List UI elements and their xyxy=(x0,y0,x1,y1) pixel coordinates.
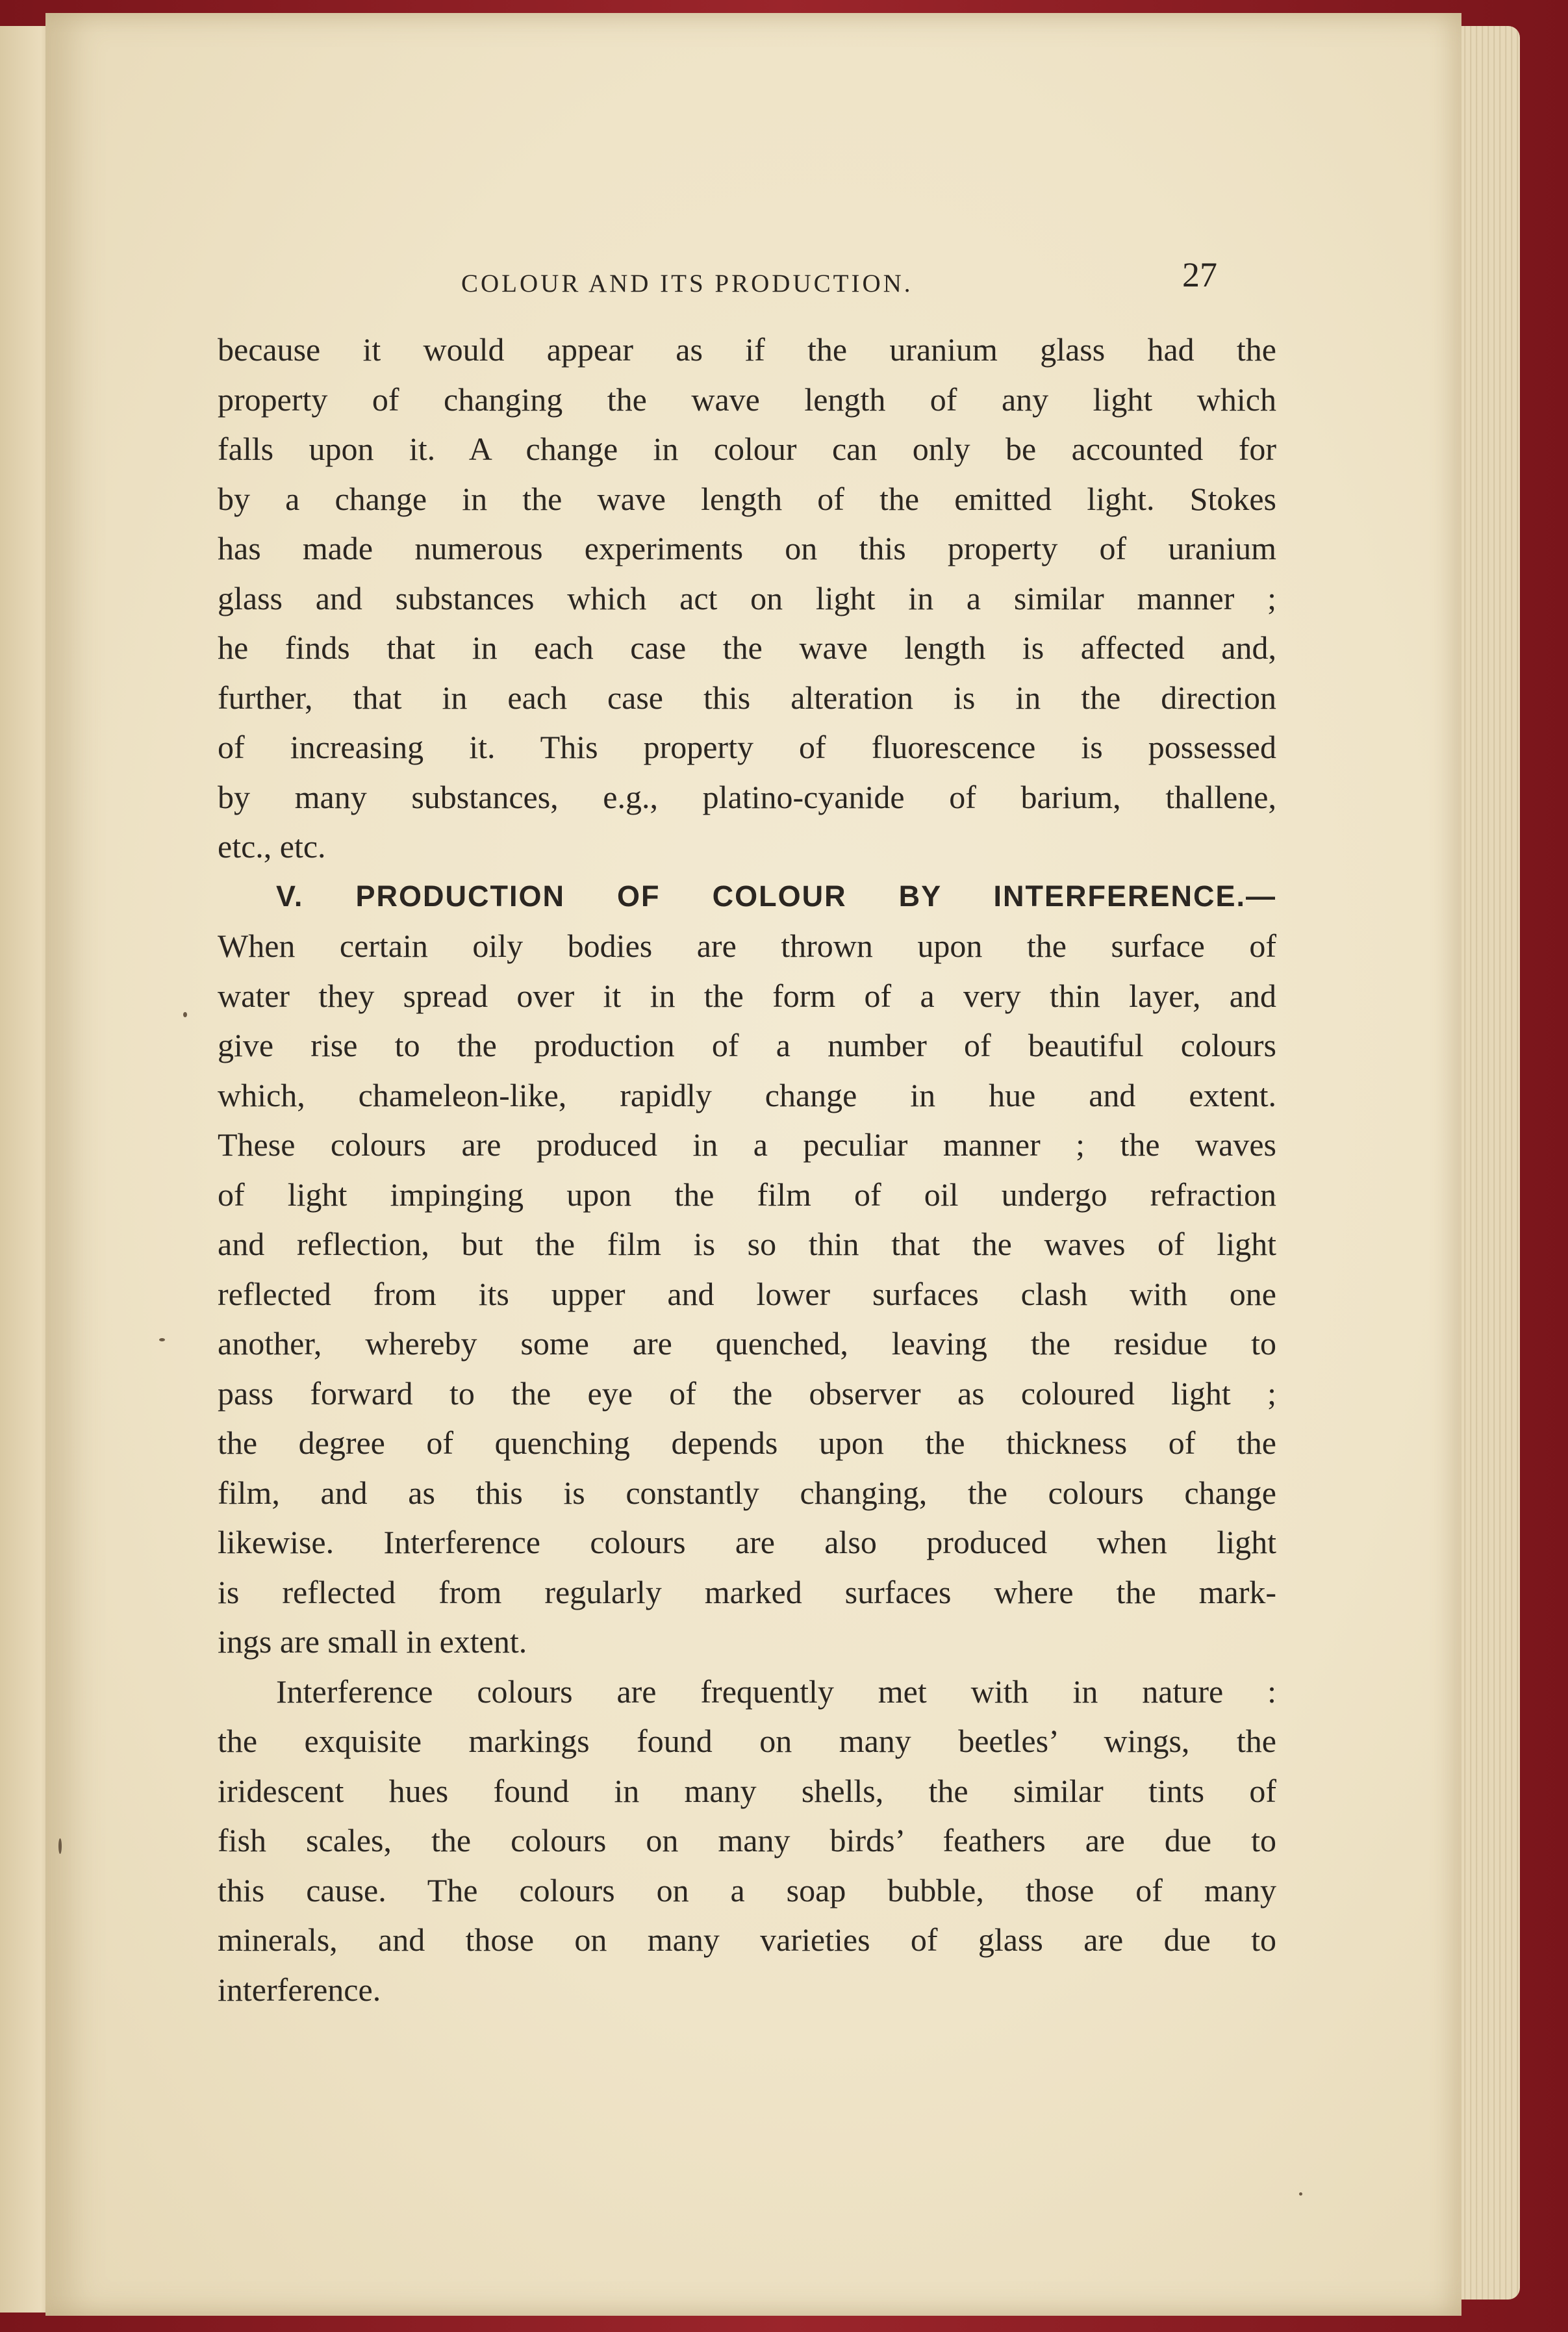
text-line: the exquisite markings found on many beetles’ wings, the xyxy=(218,1723,1276,1759)
text-line: give rise to the production of a number of beautiful colours xyxy=(218,1027,1276,1063)
text-line: further, that in each case this alteration is in the direction xyxy=(218,679,1276,716)
text-line: another, whereby some are quenched, leaving the residue to xyxy=(218,1325,1276,1362)
text-line: property of changing the wave length of any light which xyxy=(218,381,1276,418)
page-header xyxy=(45,253,1461,305)
paper-speck xyxy=(58,1838,62,1854)
running-head: COLOUR AND ITS PRODUCTION. xyxy=(461,270,913,298)
text-line: because it would appear as if the uranium glass had the xyxy=(218,331,1276,368)
text-line: has made numerous experiments on this property of uranium xyxy=(218,530,1276,566)
text-line: reflected from its upper and lower surfaces clash with one xyxy=(218,1275,1276,1312)
paper-speck xyxy=(183,1012,187,1017)
text-line: and reflection, but the film is so thin that the waves of light xyxy=(218,1226,1276,1262)
text-line: by many substances, e.g., platino-cyanide of barium, thallene, xyxy=(218,778,1276,815)
paper-speck xyxy=(159,1338,165,1341)
body-text xyxy=(218,325,1276,2014)
text-line: ings are small in extent. xyxy=(218,1623,527,1660)
text-line: Interference colours are frequently met with in nature : xyxy=(276,1673,1276,1710)
text-line: interference. xyxy=(218,1971,381,2008)
text-line: minerals, and those on many varieties of glass are due to xyxy=(218,1921,1276,1958)
text-line: water they spread over it in the form of a very thin layer, and xyxy=(218,977,1276,1014)
text-line: falls upon it. A change in colour can only be accounted for xyxy=(218,431,1276,467)
text-line: iridescent hues found in many shells, the similar tints of xyxy=(218,1772,1276,1809)
text-line: by a change in the wave length of the emitted light. Stokes xyxy=(218,480,1276,517)
text-line: fish scales, the colours on many birds’ feathers are due to xyxy=(218,1822,1276,1858)
text-line: pass forward to the eye of the observer as coloured light ; xyxy=(218,1375,1276,1412)
text-line: of light impinging upon the film of oil undergo refraction xyxy=(218,1176,1276,1213)
text-line: is reflected from regularly marked surfaces where the mark- xyxy=(218,1573,1276,1610)
text-line: of increasing it. This property of fluorescence is possessed xyxy=(218,729,1276,765)
text-line: which, chameleon-like, rapidly change in hue and extent. xyxy=(218,1076,1276,1113)
paper-speck xyxy=(1299,2192,1302,2196)
text-line: likewise. Interference colours are also produced when light xyxy=(218,1524,1276,1560)
text-line: glass and substances which act on light in a similar manner ; xyxy=(218,579,1276,616)
page-number: 27 xyxy=(1182,255,1217,294)
text-line: film, and as this is constantly changing, the colours change xyxy=(218,1474,1276,1511)
text-line: he finds that in each case the wave length is affected and, xyxy=(218,629,1276,666)
section-heading: V. PRODUCTION OF COLOUR BY INTERFERENCE.— xyxy=(276,879,1276,913)
text-line: These colours are produced in a peculiar manner ; the waves xyxy=(218,1126,1276,1163)
text-line: this cause. The colours on a soap bubble, those of many xyxy=(218,1871,1276,1908)
book-page xyxy=(45,13,1461,2316)
text-line: When certain oily bodies are thrown upon the surface of xyxy=(218,928,1276,964)
text-line: etc., etc. xyxy=(218,828,326,865)
text-line: the degree of quenching depends upon the thickness of the xyxy=(218,1425,1276,1461)
